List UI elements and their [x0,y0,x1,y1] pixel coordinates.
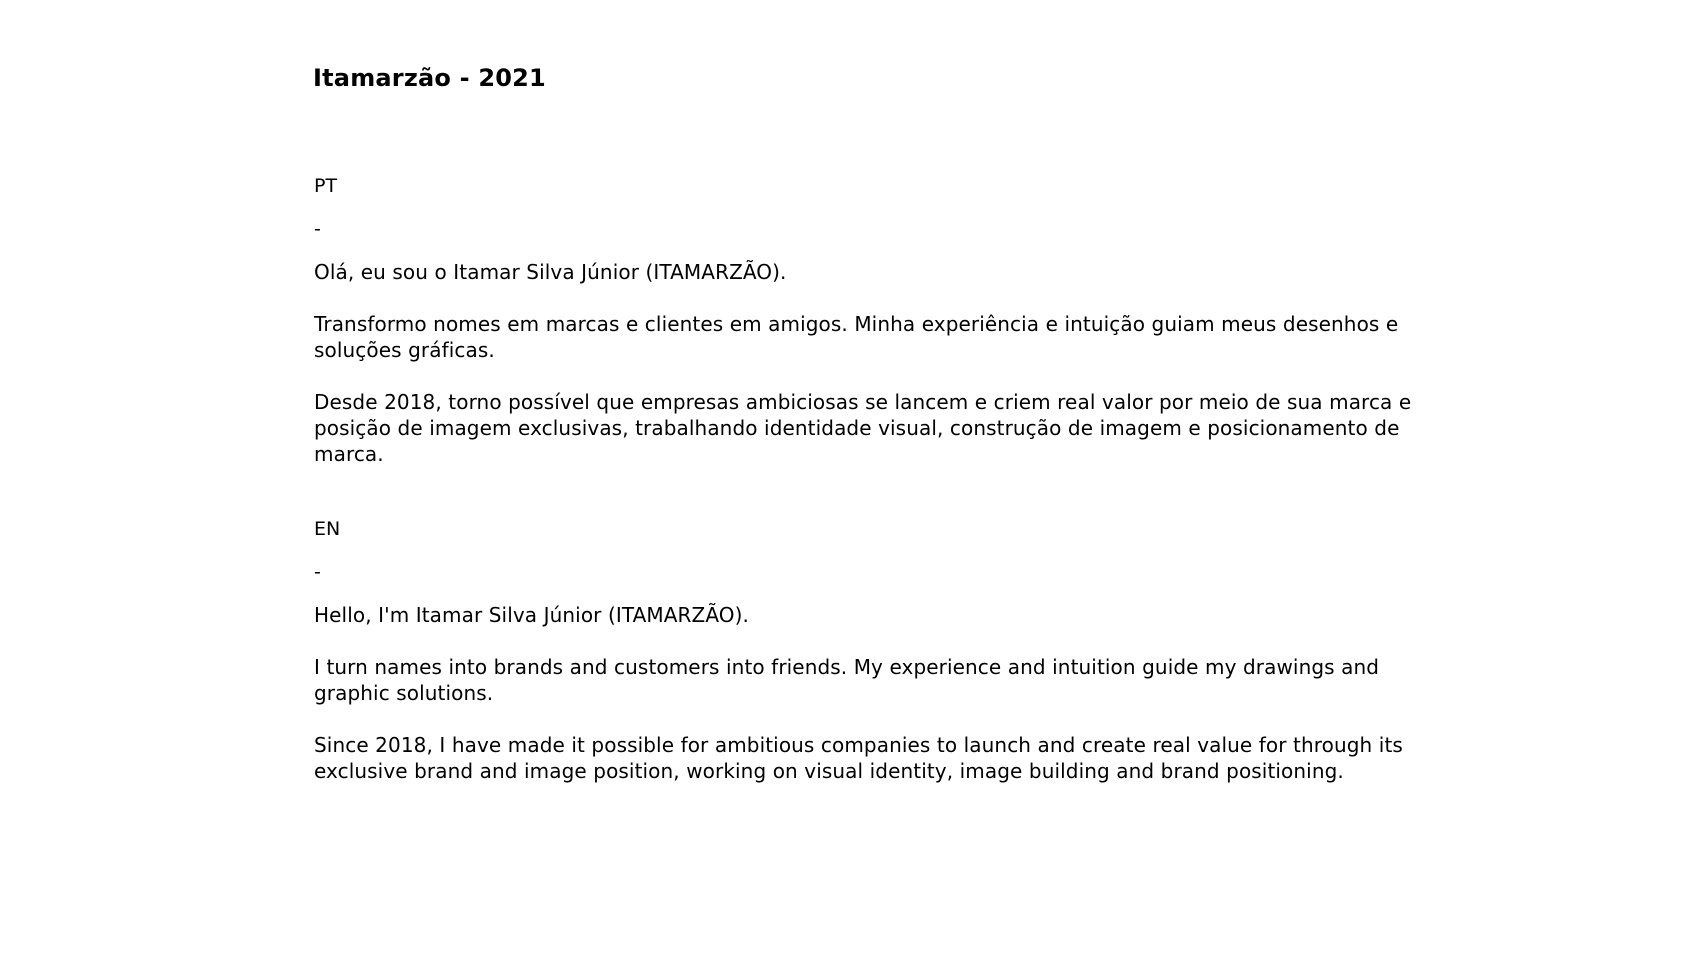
separator-dash: - [314,561,321,583]
paragraph-description: I turn names into brands and customers into friends. My experience and intuition guide my drawings and graphic solutions. [314,655,1380,705]
paragraph-history: Desde 2018, torno possível que empresas ambiciosas se lancem e criem real valor por meio de sua marca e posição de imagem exclusivas, trabalhando identidade visual, construção de imagem e posicionamento de marca. [314,390,1412,466]
separator-dash: - [314,218,321,240]
page-title: Itamarzão - 2021 [313,64,546,92]
paragraph-description: Transformo nomes em marcas e clientes em amigos. Minha experiência e intuição guiam meus desenhos e soluções gráficas. [314,312,1399,362]
paragraph-intro: Hello, I'm Itamar Silva Júnior (ITAMARZÃO). [314,603,749,627]
section-en [314,517,1414,784]
paragraph-history: Since 2018, I have made it possible for ambitious companies to launch and create real value for through its exclusive brand and image position, working on visual identity, image building and brand positioning. [314,733,1403,783]
paragraph-intro: Olá, eu sou o Itamar Silva Júnior (ITAMARZÃO). [314,260,787,284]
language-label-pt: PT [314,175,338,197]
section-pt [314,174,1414,467]
language-label-en: EN [314,518,341,540]
